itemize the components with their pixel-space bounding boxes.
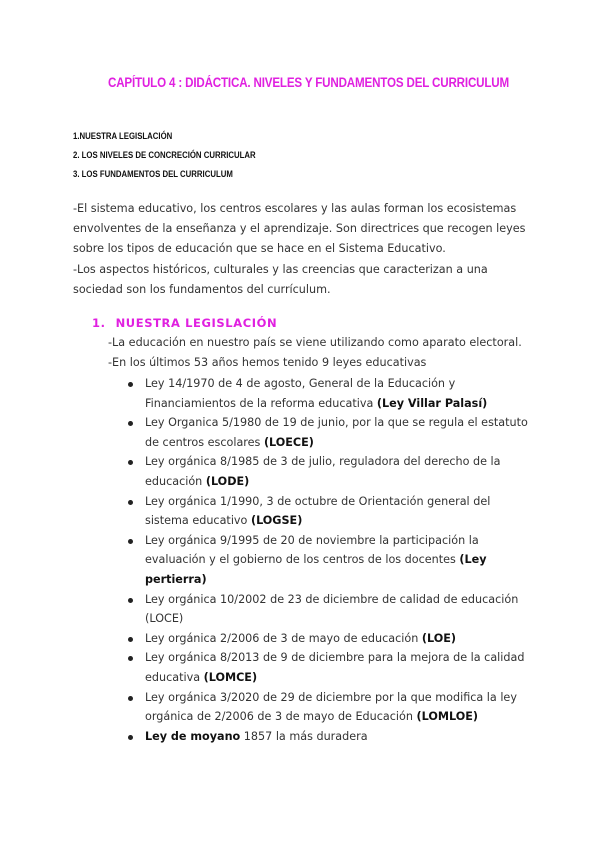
list-item: Ley orgánica 8/1985 de 3 de julio, reguladora del derecho de la educación (LODE) xyxy=(128,452,528,491)
intro-text xyxy=(73,199,533,300)
laws-list xyxy=(128,374,528,746)
list-item: Ley orgánica 8/2013 de 9 de diciembre para la mejora de la calidad educativa (LOMCE) xyxy=(128,648,528,687)
list-item: Ley orgánica 2/2006 de 3 de mayo de educación (LOE) xyxy=(128,629,528,649)
toc-item: 1.NUESTRA LEGISLACIÓN xyxy=(73,131,173,142)
intro-paragraph: -Los aspectos históricos, culturales y las creencias que caracterizan a una sociedad son los fundamentos del currículum. xyxy=(73,262,488,296)
toc-item: 2. LOS NIVELES DE CONCRECIÓN CURRICULAR xyxy=(73,150,256,161)
section-lines xyxy=(108,333,522,372)
section-title: NUESTRA LEGISLACIÓN xyxy=(115,316,278,330)
section-line: -La educación en nuestro país se viene utilizando como aparato electoral. xyxy=(108,336,522,349)
section-heading xyxy=(92,316,287,330)
list-item: Ley de moyano 1857 la más duradera xyxy=(128,727,528,747)
list-item: Ley orgánica 10/2002 de 23 de diciembre de calidad de educación (LOCE) xyxy=(128,590,528,629)
section-line: -En los últimos 53 años hemos tenido 9 leyes educativas xyxy=(108,355,427,369)
list-item: Ley Organica 5/1980 de 19 de junio, por la que se regula el estatuto de centros escolares (LOECE) xyxy=(128,413,528,452)
list-item: Ley orgánica 3/2020 de 29 de diciembre por la que modifica la ley orgánica de 2/2006 de 3 de mayo de Educación (LOMLOE) xyxy=(128,688,528,727)
chapter-title: CAPÍTULO 4 : DIDÁCTICA. NIVELES Y FUNDAMENTOS DEL CURRICULUM xyxy=(108,75,510,90)
list-item: Ley 14/1970 de 4 de agosto, General de la Educación y Financiamientos de la reforma educativa (Ley Villar Palasí) xyxy=(128,374,528,413)
toc-item: 3. LOS FUNDAMENTOS DEL CURRICULUM xyxy=(73,169,233,180)
list-item: Ley orgánica 9/1995 de 20 de noviembre la participación la evaluación y el gobierno de los centros de los docentes (Ley pertierra) xyxy=(128,531,528,590)
list-item: Ley orgánica 1/1990, 3 de octubre de Orientación general del sistema educativo (LOGSE) xyxy=(128,492,528,531)
section-number: 1. xyxy=(92,316,106,330)
intro-paragraph: -El sistema educativo, los centros escolares y las aulas forman los ecosistemas envolventes de la enseñanza y el aprendizaje. Son directrices que recogen leyes sobre los tipos de educación que se hace en el Sistema Educativo. xyxy=(73,202,526,256)
table-of-contents xyxy=(73,127,296,184)
